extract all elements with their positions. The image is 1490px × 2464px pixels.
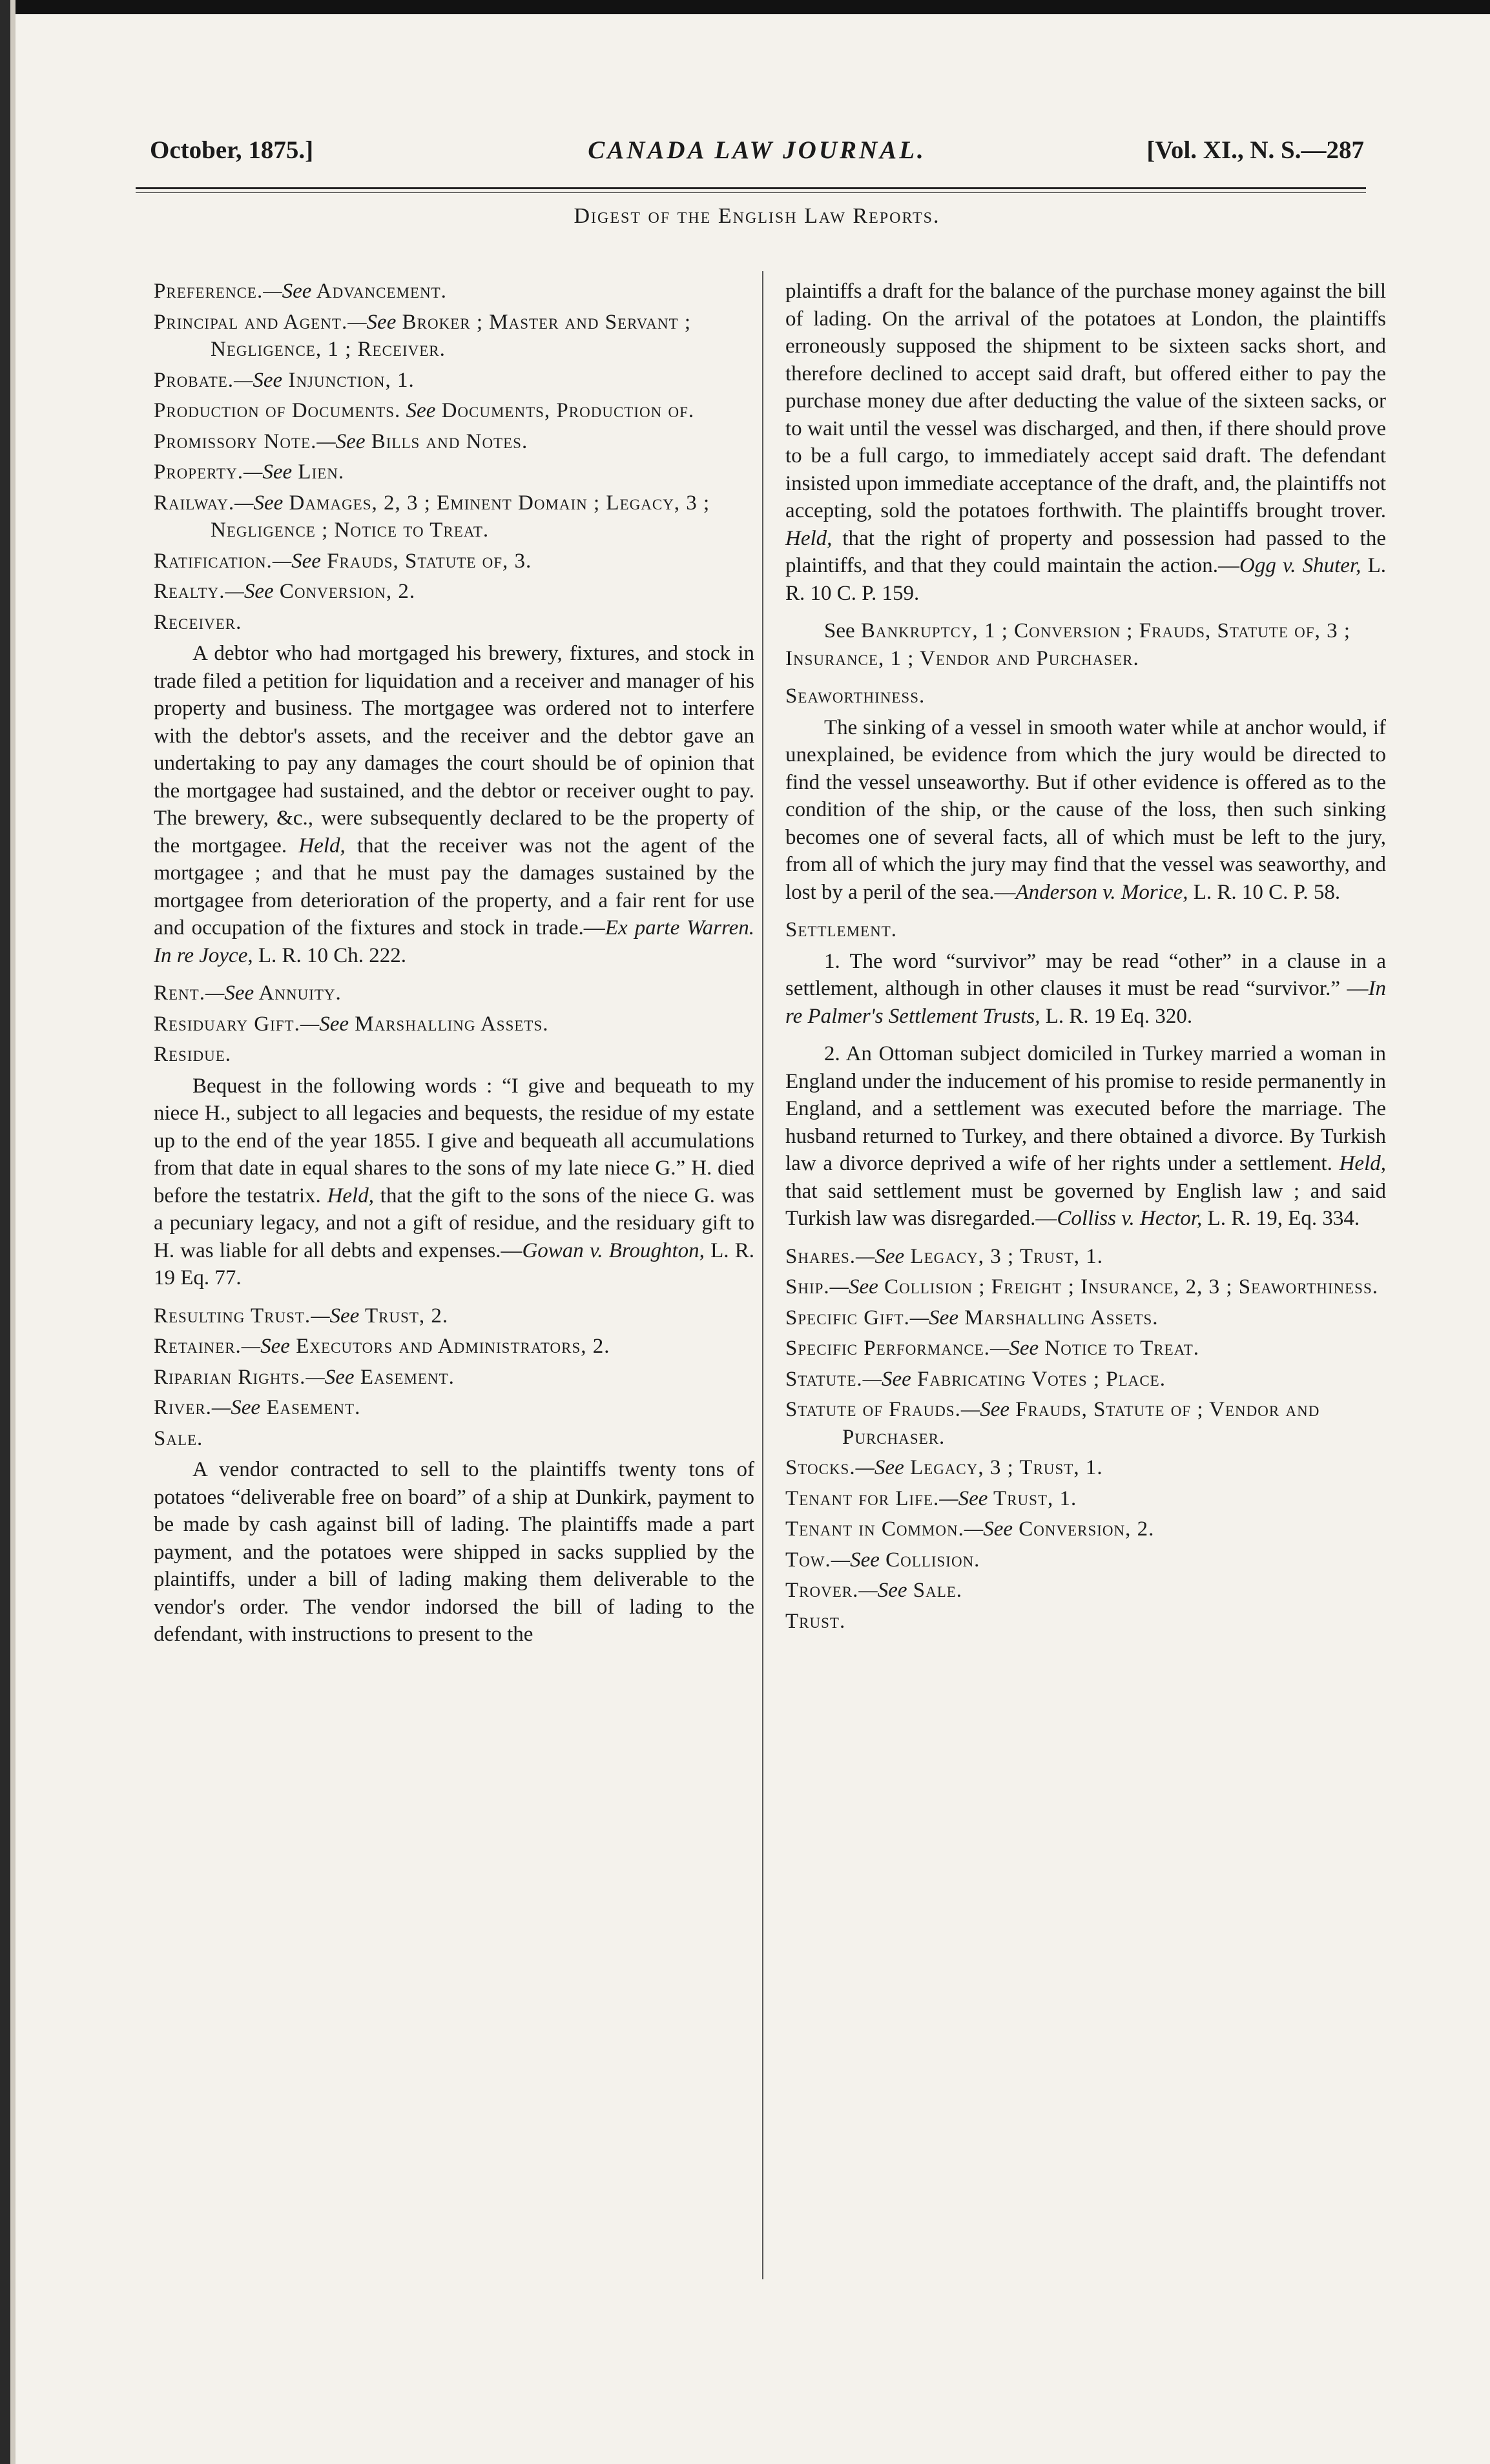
entry-promissory-note: Promissory Note.—See Bills and Notes.	[154, 429, 528, 453]
column-divider	[762, 271, 763, 2279]
entry-principal-and-agent: Principal and Agent.—See Broker ; Master and Servant ; Negligence, 1 ; Receiver.	[154, 310, 691, 361]
entry-specific-performance: Specific Performance.—See Notice to Treat.	[785, 1337, 1200, 1360]
entry-railway: Railway.—See Damages, 2, 3 ; Eminent Domain ; Legacy, 3 ; Negligence ; Notice to Treat.	[154, 491, 710, 542]
scan-left-edge	[0, 0, 10, 2464]
entry-shares: Shares.—See Legacy, 3 ; Trust, 1.	[785, 1244, 1104, 1268]
entry-probate: Probate.—See Injunction, 1.	[154, 368, 415, 392]
header-volume-page: [Vol. XI., N. S.—287	[1146, 136, 1364, 164]
left-column	[154, 278, 754, 1659]
entry-riparian-rights: Riparian Rights.—See Easement.	[154, 1365, 455, 1389]
entry-tenant-for-life: Tenant for Life.—See Trust, 1.	[785, 1486, 1077, 1510]
entry-resulting-trust: Resulting Trust.—See Trust, 2.	[154, 1304, 449, 1328]
heading-receiver: Receiver.	[154, 610, 242, 634]
paragraph-residue: Bequest in the following words : “I give and bequeath to my niece H., subject to all legacies and bequests, the residue of my estate up to the end of the year 1855. I give and bequeath all accumulations from that date in equal shares to the sons of my late niece G.” H. died before the testatrix. Held, that the gift to the sons of the niece G. was a pecuniary legacy, and not a gift of residue, and the residuary gift to H. was liable for all debts and expenses.—Gowan v. Broughton, L. R. 19 Eq. 77.	[154, 1074, 754, 1289]
paragraph-settlement-2: 2. An Ottoman subject domiciled in Turkey married a woman in England under the inducement of his promise to reside permanently in England, and a settlement was executed before the marriage. The husband returned to Turkey, and there obtained a divorce. By Turkish law a divorce deprived a wife of her rights under a settlement. Held, that said settlement must be governed by English law ; and said Turkish law was disregarded.—Colliss v. Hector, L. R. 19, Eq. 334.	[785, 1042, 1386, 1230]
section-title: Digest of the English Law Reports.	[574, 204, 940, 228]
entry-property: Property.—See Lien.	[154, 460, 345, 484]
entry-residuary-gift: Residuary Gift.—See Marshalling Assets.	[154, 1012, 549, 1036]
entry-production-of-documents: Production of Documents. See Documents, Production of.	[154, 399, 695, 422]
entry-rent: Rent.—See Annuity.	[154, 981, 342, 1005]
header-rule-thin	[136, 192, 1366, 193]
entry-tow: Tow.—See Collision.	[785, 1548, 980, 1572]
entry-realty: Realty.—See Conversion, 2.	[154, 580, 416, 603]
entry-tenant-in-common: Tenant in Common.—See Conversion, 2.	[785, 1517, 1155, 1541]
heading-settlement: Settlement.	[785, 918, 898, 941]
paragraph-sale: A vendor contracted to sell to the plaintiffs twenty tons of potatoes “deliverable free on board” of a ship at Dunkirk, payment to be made by cash against bill of lading. The plaintiffs made a part payment, and the potatoes were shipped in sacks supplied by the plaintiffs, under a bill of lading making them deliverable to the vendor's order. The vendor indorsed the bill of lading to the defendant, with instructions to present to the	[154, 1458, 754, 1646]
heading-seaworthiness: Seaworthiness.	[785, 684, 926, 708]
scan-top-band	[0, 0, 1490, 14]
heading-sale: Sale.	[154, 1426, 203, 1450]
entry-ship: Ship.—See Collision ; Freight ; Insurance, 2, 3 ; Seaworthiness.	[785, 1275, 1378, 1299]
entry-stocks: Stocks.—See Legacy, 3 ; Trust, 1.	[785, 1456, 1103, 1479]
header-date: October, 1875.]	[150, 136, 314, 164]
heading-residue: Residue.	[154, 1043, 232, 1066]
paragraph-settlement-1: 1. The word “survivor” may be read “other” in a clause in a settlement, although in other clauses it must be read “survivor.” —In re Palmer's Settlement Trusts, L. R. 19 Eq. 320.	[785, 949, 1386, 1028]
paragraph-seaworthiness: The sinking of a vessel in smooth water while at anchor would, if unexplained, be evidence from which the jury would be directed to find the vessel unseaworthy. But if other evidence is offered as to the condition of the ship, or the cause of the loss, then such sinking becomes one of several facts, all of which must be left to the jury, from all of which the jury may find that the vessel was seaworthy, and lost by a peril of the sea.—Anderson v. Morice, L. R. 10 C. P. 58.	[785, 715, 1386, 904]
paragraph-sale-continued: plaintiffs a draft for the balance of the purchase money against the bill of lading. On the arrival of the potatoes at London, the plaintiffs erroneously supposed the shipment to be sixteen sacks short, and therefore declined to accept said draft, but offered either to pay the purchase money due after deducting the value of the sixteen sacks, or to wait until the vessel was discharged, and then, if there should prove to be a full cargo, to immediately accept said draft. The defendant insisted upon immediate acceptance of the draft, and, the plaintiffs not accepting, sold the potatoes forthwith. The plaintiffs brought trover. Held, that the right of property and possession had passed to the plaintiffs, and that they could maintain the action.—Ogg v. Shuter, L. R. 10 C. P. 159.	[785, 280, 1386, 605]
header-rule-thick	[136, 187, 1366, 189]
entry-preference: Preference.—See Advancement.	[154, 280, 447, 303]
heading-trust: Trust.	[785, 1609, 846, 1633]
entry-statute-of-frauds: Statute of Frauds.—See Frauds, Statute of ; Vendor and Purchaser.	[785, 1398, 1320, 1449]
entry-river: River.—See Easement.	[154, 1396, 361, 1419]
paragraph-receiver: A debtor who had mortgaged his brewery, fixtures, and stock in trade filed a petition for liquidation and a receiver and manager of his property and business. The mortgagee was ordered not to interfere with the debtor's assets, and the receiver and the debtor gave an undertaking to pay any damages the court should be of opinion that the mortgagee had sustained, and the debtor or receiver ought to pay. The brewery, &c., were subsequently declared to be the property of the mortgagee. Held, that the receiver was not the agent of the mortgagee ; and that he must pay the damages sustained by the mortgagee from deterioration of the property, and a fair rent for use and occupation of the fixtures and stock in trade.—Ex parte Warren. In re Joyce, L. R. 10 Ch. 222.	[154, 642, 755, 967]
scan-left-margin	[10, 0, 16, 2464]
sale-see-also: See Bankruptcy, 1 ; Conversion ; Frauds, Statute of, 3 ; Insurance, 1 ; Vendor and Purchaser.	[785, 619, 1350, 670]
entry-statute: Statute.—See Fabricating Votes ; Place.	[785, 1367, 1166, 1391]
entry-trover: Trover.—See Sale.	[785, 1579, 963, 1602]
entry-ratification: Ratification.—See Frauds, Statute of, 3.	[154, 549, 532, 573]
header-journal-title: CANADA LAW JOURNAL.	[588, 136, 926, 164]
right-column	[785, 278, 1386, 1639]
running-head	[150, 129, 1364, 174]
entry-retainer: Retainer.—See Executors and Administrators, 2.	[154, 1335, 610, 1358]
entry-specific-gift: Specific Gift.—See Marshalling Assets.	[785, 1306, 1159, 1330]
